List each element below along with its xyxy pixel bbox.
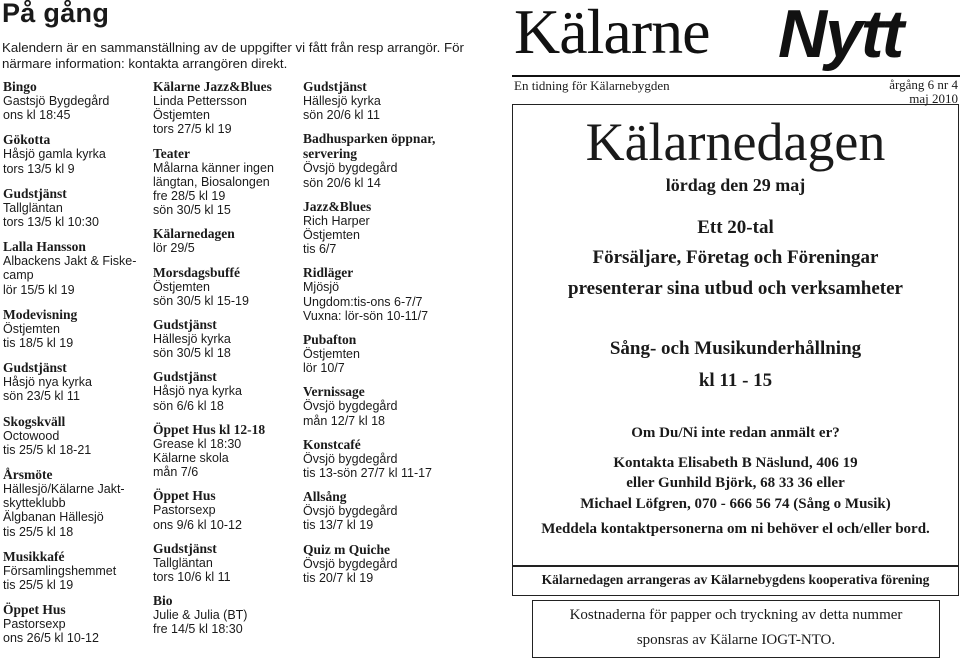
calendar-event-detail: Hällesjö kyrka [303,94,381,108]
calendar-event-detail: Grease kl 18:30 [153,436,242,451]
calendar-event-title: Badhusparken öppnar, servering [303,131,436,162]
calendar-event-title: Morsdagsbuffé [153,264,240,280]
calendar-event [303,384,453,427]
calendar-event-detail: sön 20/6 kl 11 [303,108,380,123]
issue-number: årgång 6 nr 4 [889,77,958,92]
calendar-event [153,226,293,255]
calendar-event [303,199,453,257]
calendar-event-detail: tors 27/5 kl 19 [153,122,232,137]
calendar-event [153,146,293,218]
calendar-event-title: Vernissage [303,384,365,400]
calendar-event-title: Öppet Hus [153,488,216,504]
calendar-event [153,265,293,308]
calendar-event-detail: tis 25/5 kl 18-21 [3,442,92,457]
calendar-event-title: Gudstjänst [303,79,367,94]
calendar-event-detail: tis 13/7 kl 19 [303,518,374,533]
calendar-event-title: Lalla Hansson [3,239,86,255]
calendar-event-title: Gökotta [3,132,51,148]
calendar-event-detail: sön 30/5 kl 15-19 [153,293,249,308]
calendar-event-title: Bio [153,593,173,609]
calendar-event-detail: Mjösjö [303,280,340,295]
calendar-column-1 [3,79,143,656]
calendar-event-detail: längtan, Biosalongen [153,174,270,189]
calendar-event-title: Gudstjänst [3,360,67,376]
calendar-event-detail: fre 14/5 kl 18:30 [153,622,243,637]
calendar-event [153,369,293,412]
calendar-event-detail: Pastorsexp [153,503,216,518]
calendar-event-detail: tors 13/5 kl 9 [3,161,75,176]
calendar-event-detail: tis 6/7 [303,242,337,257]
calendar-event-detail: tors 10/6 kl 11 [153,570,231,585]
masthead [512,0,960,78]
calendar-event-detail: lör 29/5 [153,241,195,256]
calendar-event-title: Gudstjänst [153,317,217,333]
calendar-event-detail: Linda Pettersson [153,94,247,108]
calendar-event [3,132,143,175]
calendar-event-detail: Målarna känner ingen [153,160,274,175]
calendar-event-detail: fre 28/5 kl 19 [153,189,226,204]
calendar-event-detail: tis 25/5 kl 18 [3,524,74,539]
calendar-event [303,489,453,532]
exhibitor-description: presenterar sina utbud och verksamheter [568,278,903,299]
contact-line-3: Michael Löfgren, 070 - 666 56 74 (Sång o Musik) [580,496,891,512]
calendar-event-detail: Julie & Julia (BT) [153,608,248,623]
calendar-event-detail: tis 20/7 kl 19 [303,570,374,585]
calendar-event-detail: Östjemten [153,108,210,123]
calendar-event [303,437,453,480]
calendar-event-detail: Vuxna: lör-sön 10-11/7 [303,308,429,323]
calendar-event-detail: mån 7/6 [153,465,199,480]
calendar-event [153,593,293,636]
calendar-event-title: Kälarnedagen [153,226,235,242]
event-title: Kälarnedagen [585,112,886,172]
calendar-event [153,541,293,584]
calendar-event-title: Ridläger [303,265,354,281]
calendar-event-title: Teater [153,145,190,161]
sponsor-line-2: sponsras av Kälarne IOGT-NTO. [636,632,836,648]
calendar-event [303,542,453,585]
calendar-event [3,602,143,645]
calendar-event-title: Gudstjänst [3,185,67,201]
calendar-event [3,307,143,350]
calendar-event-detail: mån 12/7 kl 18 [303,413,385,428]
calendar-event [3,467,143,539]
calendar-event [3,186,143,229]
contact-line-1: Kontakta Elisabeth B Näslund, 406 19 [613,455,858,471]
calendar-event-detail: Övsjö bygdegård [303,161,398,176]
event-hours: kl 11 - 15 [698,370,773,391]
calendar-event [153,317,293,360]
calendar-column-3 [303,79,453,594]
calendar-event-detail: Älgbanan Hällesjö [3,510,104,525]
calendar-event-title: Musikkafé [3,548,65,564]
electricity-notice: Meddela kontaktpersonerna om ni behöver el och/eller bord. [541,521,930,537]
calendar-event-detail: tis 18/5 kl 19 [3,336,74,351]
calendar-event-detail: ons 26/5 kl 10-12 [3,631,99,646]
newspaper-page [512,0,960,661]
calendar-event-detail: lör 15/5 kl 19 [3,282,75,297]
calendar-event-detail: Rich Harper [303,213,370,228]
calendar-event-detail: Östjemten [303,347,360,362]
exhibitor-count: Ett 20-tal [697,217,774,238]
calendar-event-detail: skytteklubb [3,496,66,511]
calendar-event-title: Kälarne Jazz&Blues [153,79,272,94]
calendar-event-detail: ons 9/6 kl 10-12 [153,517,242,532]
calendar-event-title: Modevisning [3,306,78,322]
calendar-event-detail: sön 6/6 kl 18 [153,398,224,413]
box-divider [513,565,958,567]
calendar-event [3,549,143,592]
calendar-event [153,79,293,137]
calendar-event-detail: tors 13/5 kl 10:30 [3,215,99,230]
calendar-event [3,79,143,122]
exhibitor-types: Försäljare, Företag och Föreningar [592,247,879,268]
calendar-event-title: Allsång [303,489,347,505]
calendar-event-detail: Tallgläntan [3,200,63,215]
contact-line-2: eller Gunhild Björk, 68 33 36 eller [626,475,845,491]
calendar-event-detail: Församlingshemmet [3,563,117,578]
calendar-heading: På gång [2,0,110,28]
calendar-event-detail: Hällesjö/Kälarne Jakt- [3,482,125,497]
calendar-event-title: Skogskväll [3,413,66,429]
calendar-event-detail: tis 25/5 kl 19 [3,578,74,593]
issue-date: maj 2010 [909,91,958,106]
calendar-event [3,239,143,297]
calendar-intro: Kalendern är en sammanställning av de uppgifter vi fått från resp arrangör. För närmare information: kontakta arrangören direkt. [2,40,464,71]
calendar-event-title: Gudstjänst [153,540,217,556]
calendar-event-detail: sön 23/5 kl 11 [3,389,80,404]
calendar-event-detail: Övsjö bygdegård [303,504,398,519]
calendar-event-title: Jazz&Blues [303,198,372,214]
calendar-event-detail: camp [3,268,34,283]
calendar-column-2 [153,79,293,646]
sponsor-box [532,600,940,658]
calendar-event-title: Årsmöte [3,467,53,483]
calendar-event-detail: Ungdom:tis-ons 6-7/7 [303,294,423,309]
calendar-event-detail: ons kl 18:45 [3,108,71,123]
calendar-event-detail: sön 30/5 kl 15 [153,203,231,218]
calendar-event-detail: Östjemten [153,279,210,294]
event-date: lördag den 29 maj [665,175,806,195]
calendar-event-detail: lör 10/7 [303,361,345,376]
registration-question: Om Du/Ni inte redan anmält er? [631,425,840,441]
calendar-event-title: Bingo [3,79,37,94]
calendar-event-detail: Pastorsexp [3,617,66,632]
calendar-event-detail: Övsjö bygdegård [303,399,398,414]
calendar-event [303,131,453,189]
event-announcement-box [512,104,959,596]
masthead-title-part2: Nytt [778,0,903,72]
calendar-event [3,360,143,403]
calendar-event-detail: sön 20/6 kl 14 [303,175,381,190]
calendar-event-detail: Håsjö nya kyrka [153,384,242,399]
masthead-title-part1: Kälarne [514,0,710,67]
calendar-event-detail: sön 30/5 kl 18 [153,346,231,361]
calendar-event [153,422,293,480]
calendar-event [303,332,453,375]
calendar-event [153,488,293,531]
calendar-event-title: Gudstjänst [153,369,217,385]
calendar-event-title: Öppet Hus [3,602,66,618]
calendar-event-detail: Albackens Jakt & Fiske- [3,254,137,269]
calendar-event-detail: tis 13-sön 27/7 kl 11-17 [303,466,433,481]
issue-info [889,78,958,106]
calendar-event-detail: Östjemten [3,321,60,336]
calendar-event-detail: Gastsjö Bygdegård [3,94,110,108]
calendar-event [3,414,143,457]
calendar-event-detail: Octowood [3,428,60,443]
calendar-event-detail: Hällesjö kyrka [153,332,231,347]
calendar-event [303,79,453,122]
calendar-event-title: Öppet Hus kl 12-18 [153,421,266,437]
calendar-event-title: Konstcafé [303,436,361,452]
entertainment: Sång- och Musikunderhållning [609,338,862,359]
calendar-event-detail: Håsjö nya kyrka [3,375,92,390]
tagline: En tidning för Kälarnebygden [514,78,670,93]
calendar-event-title: Quiz m Quiche [303,541,390,557]
calendar-event [303,265,453,323]
sponsor-line-1: Kostnaderna för papper och tryckning av detta nummer [569,607,903,623]
calendar-event-detail: Östjemten [303,228,360,243]
calendar-event-detail: Övsjö bygdegård [303,556,398,571]
calendar-event-title: Pubafton [303,332,357,348]
calendar-event-detail: Håsjö gamla kyrka [3,147,106,162]
organizer-line: Kälarnedagen arrangeras av Kälarnebygdens kooperativa förening [541,572,930,587]
calendar-event-detail: Kälarne skola [153,451,229,466]
calendar-event-detail: Tallgläntan [153,555,213,570]
calendar-event-detail: Övsjö bygdegård [303,451,398,466]
